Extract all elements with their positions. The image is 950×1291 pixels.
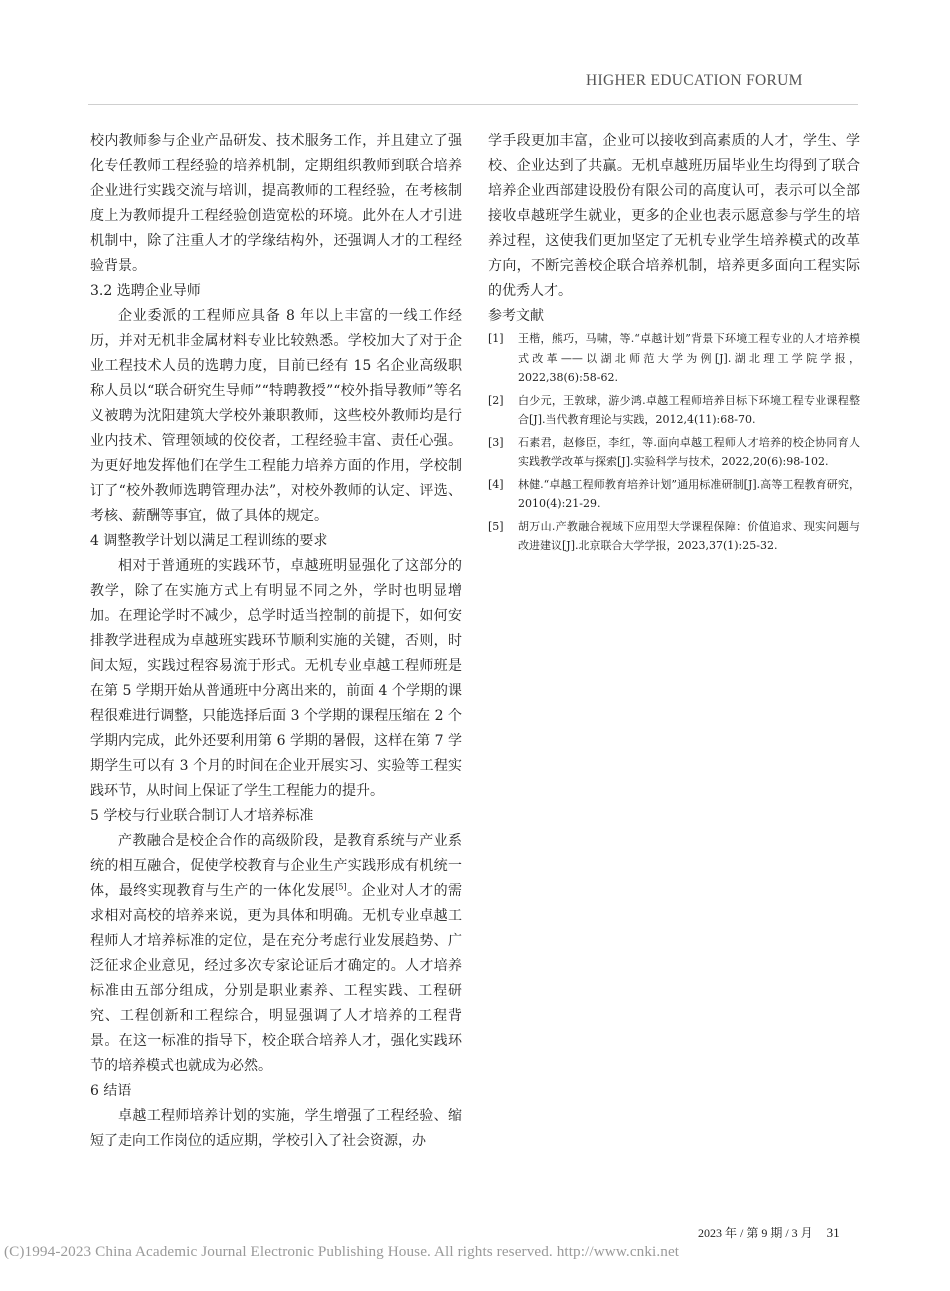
reference-number: [3] — [488, 435, 504, 449]
reference-text: 林健.“卓越工程师教育培养计划”通用标准研制[J].高等工程教育研究，2010(4):21-29. — [518, 477, 860, 510]
reference-item — [488, 433, 860, 472]
page-number: 31 — [826, 1225, 840, 1240]
text-run: 产教融合是校企合作的高级阶段，是教育系统与产业系统的相互融合，促使学校教育与企业生产实践形成有机统一体，最终实现教育与生产的一体化发展 — [90, 833, 462, 899]
reference-item — [488, 475, 860, 514]
reference-list — [488, 329, 860, 556]
section-heading: 3.2 选聘企业导师 — [90, 283, 201, 299]
reference-item — [488, 517, 860, 556]
journal-header: HIGHER EDUCATION FORUM — [586, 72, 803, 89]
reference-number: [4] — [488, 477, 504, 491]
reference-number: [5] — [488, 519, 504, 533]
header-rule — [88, 104, 858, 105]
issue-info: 2023 年 / 第 9 期 / 3 月 — [698, 1226, 813, 1240]
text-run: 。企业对人才的需求相对高校的培养来说，更为具体和明确。无机专业卓越工程师人才培养标准的定位，是在充分考虑行业发展趋势、广泛征求企业意见，经过多次专家论证后才确定的。人才培养标准由五部分组成，分别是职业素养、工程实践、工程研究、工程创新和工程综合，明显强调了人才培养的工程背景。在这一标准的指导下，校企联合培养人才，强化实践环节的培养模式也就成为必然。 — [90, 883, 463, 1074]
paragraph — [90, 829, 462, 1079]
references-title: 参考文献 — [488, 308, 544, 324]
reference-item — [488, 329, 860, 388]
reference-text: 白少元，王敦球，游少鸿.卓越工程师培养目标下环境工程专业课程整合[J].当代教育理论与实践，2012,4(11):68-70. — [518, 393, 860, 426]
citation-ref: [5] — [335, 882, 347, 892]
paragraph: 学手段更加丰富，企业可以接收到高素质的人才，学生、学校、企业达到了共赢。无机卓越班历届毕业生均得到了联合培养企业西部建设股份有限公司的高度认可，表示可以全部接收卓越班学生就业，更多的企业也表示愿意参与学生的培养过程，这使我们更加坚定了无机专业学生培养模式的改革方向，不断完善校企联合培养机制，培养更多面向工程实际的优秀人才。 — [488, 133, 860, 299]
section-heading: 6 结语 — [90, 1083, 132, 1099]
paragraph: 卓越工程师培养计划的实施，学生增强了工程经验、缩短了走向工作岗位的适应期，学校引入了社会资源，办 — [90, 1108, 462, 1149]
reference-text: 王楷，熊巧，马啸，等.“卓越计划”背景下环境工程专业的人才培养模式改革——以湖北师范大学为例[J].湖北理工学院学报，2022,38(6):58-62. — [518, 332, 860, 384]
paragraph: 校内教师参与企业产品研发、技术服务工作，并且建立了强化专任教师工程经验的培养机制，定期组织教师到联合培养企业进行实践交流与培训，提高教师的工程经验，在考核制度上为教师提升工程经验创造宽松的环境。此外在人才引进机制中，除了注重人才的学缘结构外，还强调人才的工程经验背景。 — [90, 133, 462, 274]
reference-number: [2] — [488, 393, 504, 407]
reference-number: [1] — [488, 332, 504, 345]
reference-text: 石素君，赵修臣，李红，等.面向卓越工程师人才培养的校企协同育人实践教学改革与探索[J].实验科学与技术，2022,20(6):98-102. — [518, 435, 860, 468]
left-column — [90, 129, 462, 1154]
paragraph: 相对于普通班的实践环节，卓越班明显强化了这部分的教学，除了在实施方式上有明显不同之外，学时也明显增加。在理论学时不减少，总学时适当控制的前提下，如何安排教学进程成为卓越班实践环节顺利实施的关键，否则，时间太短，实践过程容易流于形式。无机专业卓越工程师班是在第 5 学期开始从普通班中分离出来的，前面 4 个学期的课程很难进行调整，只能选择后面 3 个学期的课程压缩在 2 个学期内完成，此外还要利用第 6 学期的暑假，这样在第 7 学期学生可以有 3 个月的时间在企业开展实习、实验等工程实践环节，从时间上保证了学生工程能力的提升。 — [90, 558, 462, 799]
copyright-notice: (C)1994-2023 China Academic Journal Electronic Publishing House. All rights reserved. http://www.cnki.net — [4, 1243, 680, 1260]
paragraph: 企业委派的工程师应具备 8 年以上丰富的一线工作经历，并对无机非金属材料专业比较熟悉。学校加大了对于企业工程技术人员的选聘力度，目前已经有 15 名企业高级职称人员以“联合研究生导师”“特聘教授”“校外指导教师”等名义被聘为沈阳建筑大学校外兼职教师，这些校外教师均是行业内技术、管理领域的佼佼者，工程经验丰富、责任心强。为更好地发挥他们在学生工程能力培养方面的作用，学校制订了“校外教师选聘管理办法”，对校外教师的认定、评选、考核、薪酬等事宜，做了具体的规定。 — [90, 308, 462, 524]
page-footer — [698, 1224, 840, 1241]
reference-item — [488, 391, 860, 430]
section-heading: 5 学校与行业联合制订人才培养标准 — [90, 808, 314, 824]
right-column — [488, 129, 860, 559]
section-heading: 4 调整教学计划以满足工程训练的要求 — [90, 533, 328, 549]
reference-text: 胡万山.产教融合视域下应用型大学课程保障：价值追求、现实问题与改进建议[J].北京联合大学学报，2023,37(1):25-32. — [518, 519, 860, 552]
